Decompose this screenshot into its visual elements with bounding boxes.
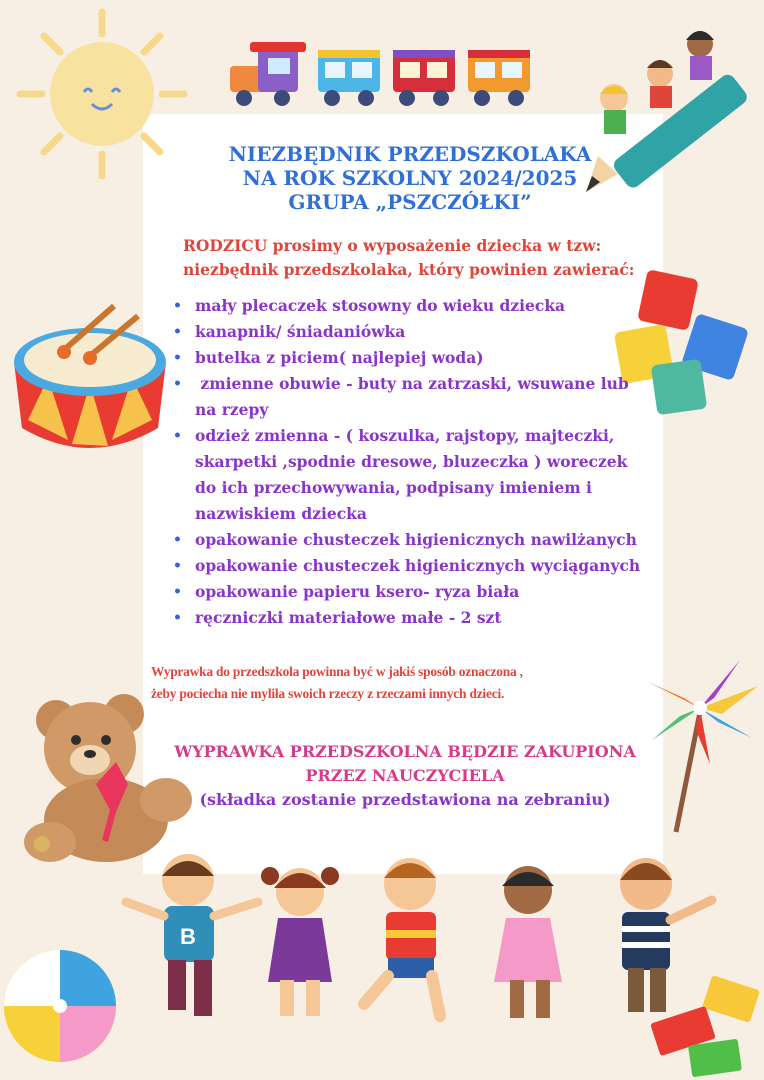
bullet-icon: • <box>173 298 182 314</box>
list-item <box>170 371 650 423</box>
list-item-text: zmienne obuwie - buty na zatrzaski, wsuwane lub na rzepy <box>195 374 635 419</box>
children-illustration <box>118 846 728 1030</box>
shirt-letter: B <box>180 924 196 949</box>
notice-line-2: PRZEZ NAUCZYCIELA <box>305 766 505 785</box>
bullet-icon: • <box>173 610 182 626</box>
list-item-text: opakowanie chusteczek higienicznych wyciąganych <box>195 556 641 575</box>
bullet-icon: • <box>173 376 182 392</box>
beach-ball-illustration <box>0 946 120 1066</box>
bullet-icon: • <box>173 584 182 600</box>
title-line-1: NIEZBĘDNIK PRZEDSZKOLAKA <box>228 142 592 166</box>
bullet-icon: • <box>173 558 182 574</box>
intro-line-2: niezbędnik przedszkolaka, który powinien zawierać: <box>183 260 635 279</box>
intro-line-1: RODZICU prosimy o wyposażenie dziecka w tzw: <box>183 236 602 255</box>
list-item <box>170 553 650 579</box>
notice-line-1: WYPRAWKA PRZEDSZKOLNA BĘDZIE ZAKUPIONA <box>174 742 636 761</box>
notice-line-3: (składka zostanie przedstawiona na zebraniu) <box>199 790 611 809</box>
bullet-icon: • <box>173 532 182 548</box>
note-line-1: Wyprawka do przedszkola powinna być w jakiś sposób oznaczona , <box>151 664 523 679</box>
list-item-text: kanapnik/ śniadaniówka <box>195 322 406 341</box>
list-item <box>170 423 650 527</box>
list-item-text: odzież zmienna - ( koszulka, rajstopy, majteczki, skarpetki ,spodnie dresowe, bluzeczka ) woreczek do ich przechowywania, podpisany imieniem i nazwiskiem dziecka <box>195 426 628 523</box>
list-item <box>170 605 650 631</box>
list-item <box>170 319 650 345</box>
list-item <box>170 293 650 319</box>
list-item-text: butelka z piciem( najlepiej woda) <box>195 348 484 367</box>
purchase-notice <box>145 740 665 812</box>
bullet-icon: • <box>173 350 182 366</box>
list-item <box>170 345 650 371</box>
list-item-text: ręczniczki materiałowe małe - 2 szt <box>195 608 502 627</box>
list-item-text: mały plecaczek stosowny do wieku dziecka <box>195 296 566 315</box>
list-item-text: opakowanie chusteczek higienicznych nawilżanych <box>195 530 637 549</box>
title-line-2: NA ROK SZKOLNY 2024/2025 <box>242 166 578 190</box>
bullet-icon: • <box>173 428 182 444</box>
building-blocks-illustration <box>650 976 764 1080</box>
list-item <box>170 579 650 605</box>
bullet-icon: • <box>173 324 182 340</box>
list-item-text: opakowanie papieru ksero- ryza biała <box>195 582 520 601</box>
title-line-3: GRUPA „PSZCZÓŁKI” <box>288 190 532 214</box>
page-title <box>150 142 670 214</box>
supplies-list <box>170 293 650 631</box>
note-line-2: żeby pociecha nie myliła swoich rzeczy z rzeczami innych dzieci. <box>151 686 505 701</box>
labeling-note <box>151 661 641 705</box>
drum-illustration <box>8 300 174 460</box>
train-illustration <box>228 40 538 112</box>
list-item <box>170 527 650 553</box>
intro-text <box>183 234 663 282</box>
